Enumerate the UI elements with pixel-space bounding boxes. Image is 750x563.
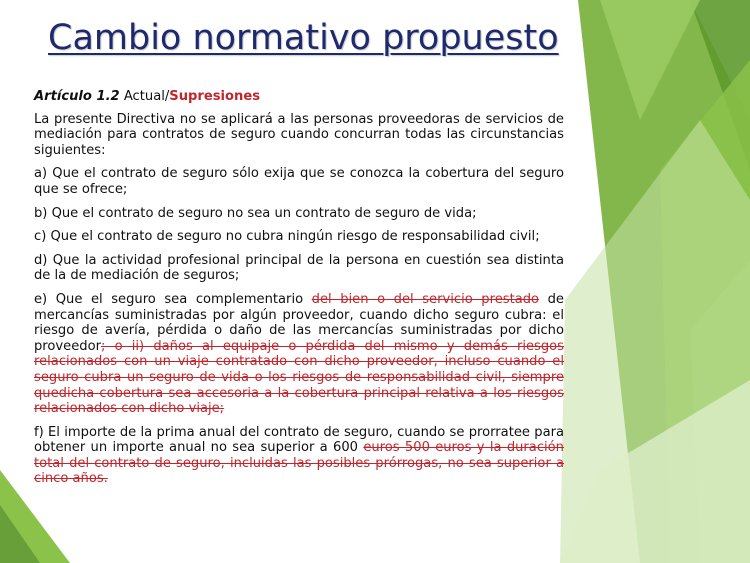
deleted-text: ; o ii) daños al equipaje o pérdida del mismo y demás riesgos relacionados con un viaje contratado con dicho proveedor, incluso cuando el seguro cubra un seguro de vida o los riesgos de responsabilidad civil, siempre quedicha cobertura sea accesoria a la cobertura principal relativa a los riesgos relacionados con dicho viaje;: [34, 338, 564, 417]
slide-title: Cambio normativo propuesto: [48, 18, 559, 58]
deleted-text: del bien o del servicio prestado: [311, 291, 540, 307]
paragraph-b: b) Que el contrato de seguro no sea un contrato de seguro de vida;: [34, 205, 477, 221]
paragraph-d: d) Que la actividad profesional principal de la persona en cuestión sea distinta de la de mediación de seguros;: [34, 252, 564, 284]
paragraph-e-text-2: de mercancías suministradas por algún proveedor, cuando dicho seguro cubra: el riesgo de avería, pérdida o daño de las mercancías suministradas por dicho proveedor: [34, 291, 564, 354]
article-label: Artículo 1.2: [34, 89, 120, 104]
paragraph-intro: La presente Directiva no se aplicará a las personas proveedoras de servicios de mediación para contratos de seguro cuando concurran todas las circunstancias siguientes:: [34, 111, 564, 158]
paragraph-e-text-1: e) Que el seguro sea complementario: [34, 291, 312, 307]
paragraph-a: a) Que el contrato de seguro sólo exija que se conozca la cobertura del seguro que se ofrece;: [34, 166, 564, 197]
article-text: [34, 89, 564, 495]
article-heading: [34, 89, 564, 105]
paragraph-e: [34, 292, 564, 417]
supresiones-label: Supresiones: [169, 89, 261, 104]
paragraph-c: c) Que el contrato de seguro no cubra ningún riesgo de responsabilidad civil;: [34, 229, 540, 245]
paragraph-f-text-1: f) El importe de la prima anual del contrato de seguro, cuando se prorratee para obtener un importe anual no sea superior a 600: [34, 424, 564, 456]
deleted-text: euros 500 euros y la duración total del contrato de seguro, incluidas las posibles prórrogas, no sea superior a cinco años.: [34, 440, 564, 487]
actual-label: Actual/: [119, 89, 170, 104]
paragraph-f: [34, 425, 564, 487]
